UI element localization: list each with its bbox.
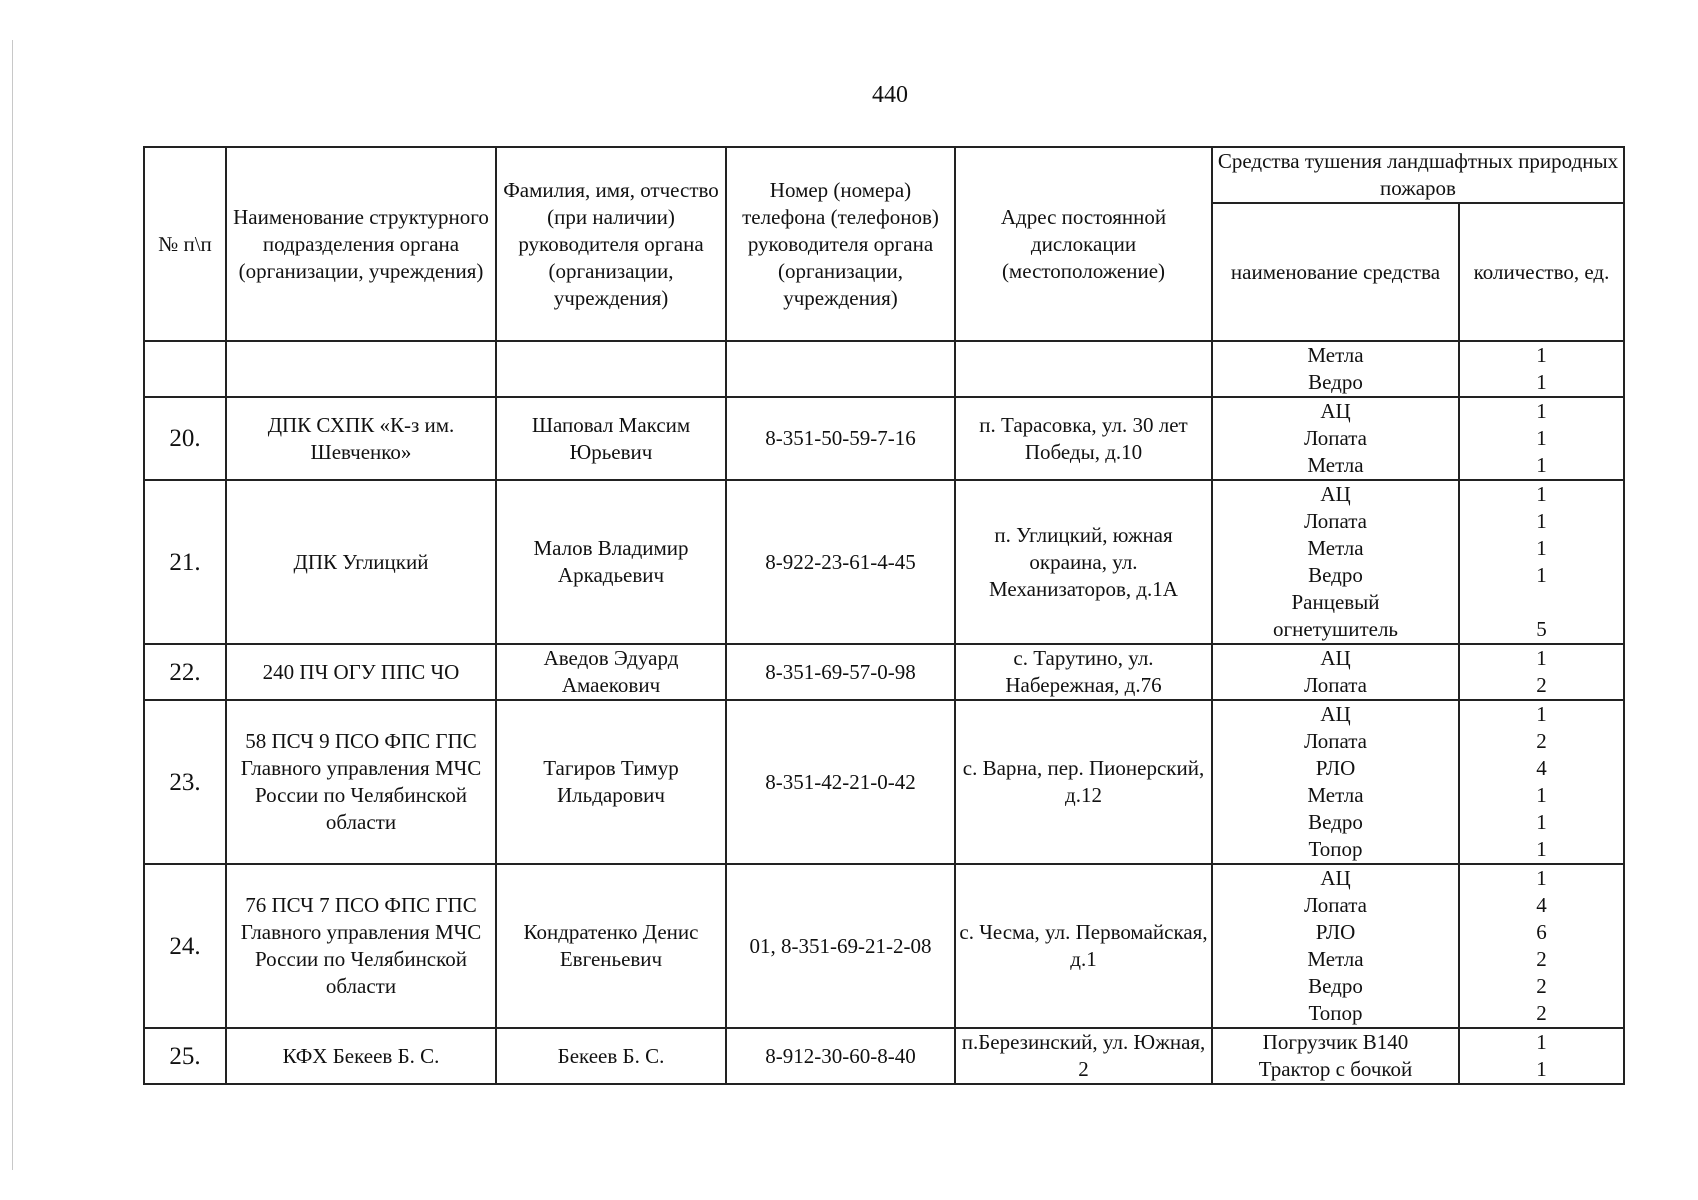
means-name: Погрузчик В140 — [1262, 1030, 1409, 1054]
row-phone — [726, 341, 955, 397]
means-qty: 1 — [1536, 1030, 1547, 1054]
means-name: РЛО — [1315, 920, 1356, 944]
means-qty: 1 — [1536, 509, 1547, 533]
means-qty: 1 — [1536, 343, 1547, 367]
row-unit: ДПК СХПК «К-з им. Шевченко» — [226, 397, 496, 480]
row-phone: 8-922-23-61-4-45 — [726, 480, 955, 644]
row-means-names — [1212, 341, 1459, 397]
means-qty: 1 — [1536, 536, 1547, 560]
row-address: с. Тарутино, ул. Набережная, д.76 — [955, 644, 1212, 700]
means-name: Ведро — [1308, 974, 1363, 998]
row-means-qtys — [1459, 480, 1624, 644]
means-qty: 4 — [1536, 756, 1547, 780]
means-name: Метла — [1307, 783, 1364, 807]
header-means-group: Средства тушения ландшафтных природных пожаров — [1212, 147, 1624, 203]
row-unit — [226, 341, 496, 397]
row-num: 25. — [144, 1028, 226, 1084]
row-num: 23. — [144, 700, 226, 864]
row-unit: КФХ Бекеев Б. С. — [226, 1028, 496, 1084]
row-unit: 76 ПСЧ 7 ПСО ФПС ГПС Главного управления МЧС России по Челябинской области — [226, 864, 496, 1028]
means-qty: 2 — [1536, 974, 1547, 998]
row-phone: 8-351-50-59-7-16 — [726, 397, 955, 480]
means-name: Лопата — [1304, 426, 1367, 450]
row-means-qtys — [1459, 864, 1624, 1028]
means-name: Метла — [1307, 536, 1364, 560]
means-qty: 1 — [1536, 810, 1547, 834]
row-phone: 8-351-69-57-0-98 — [726, 644, 955, 700]
row-means-names — [1212, 1028, 1459, 1084]
row-num: 22. — [144, 644, 226, 700]
means-qty: 2 — [1536, 1001, 1547, 1025]
row-num: 21. — [144, 480, 226, 644]
row-phone: 01, 8-351-69-21-2-08 — [726, 864, 955, 1028]
means-name: Топор — [1308, 837, 1363, 861]
row-address — [955, 341, 1212, 397]
row-unit: 58 ПСЧ 9 ПСО ФПС ГПС Главного управления МЧС России по Челябинской области — [226, 700, 496, 864]
means-qty: 2 — [1536, 673, 1547, 697]
header-means-name: наименование средства — [1212, 203, 1459, 341]
header-means-qty: количество, ед. — [1459, 203, 1624, 341]
means-qty: 1 — [1536, 646, 1547, 670]
means-name: Ранцевый — [1291, 590, 1380, 614]
means-name: Метла — [1307, 343, 1364, 367]
means-name: Ведро — [1308, 810, 1363, 834]
means-qty: 1 — [1536, 426, 1547, 450]
means-name: огнетушитель — [1272, 617, 1399, 641]
row-address: с. Чесма, ул. Первомайская, д.1 — [955, 864, 1212, 1028]
row-num — [144, 341, 226, 397]
means-name: Лопата — [1304, 673, 1367, 697]
table-row — [144, 397, 1624, 480]
means-qty: 1 — [1536, 1057, 1547, 1081]
row-means-qtys — [1459, 1028, 1624, 1084]
row-head: Малов Владимир Аркадьевич — [496, 480, 726, 644]
table-row — [144, 700, 1624, 864]
row-means-qtys — [1459, 644, 1624, 700]
row-means-names — [1212, 864, 1459, 1028]
row-means-names — [1212, 397, 1459, 480]
means-name: Лопата — [1304, 509, 1367, 533]
means-name: Метла — [1307, 947, 1364, 971]
means-name: АЦ — [1320, 866, 1351, 890]
means-qty: 2 — [1536, 729, 1547, 753]
row-head: Аведов Эдуард Амаекович — [496, 644, 726, 700]
fire-means-table — [143, 146, 1625, 1085]
header-unit: Наименование структурного подразделения органа (организации, учреждения) — [226, 147, 496, 341]
table-body — [144, 341, 1624, 1084]
means-name: АЦ — [1320, 399, 1351, 423]
table-row — [144, 341, 1624, 397]
means-qty: 1 — [1536, 866, 1547, 890]
means-name: Ведро — [1308, 370, 1363, 394]
page-number: 440 — [872, 82, 908, 108]
means-name: Топор — [1308, 1001, 1363, 1025]
table-row — [144, 644, 1624, 700]
row-means-names — [1212, 644, 1459, 700]
row-head — [496, 341, 726, 397]
row-means-qtys — [1459, 397, 1624, 480]
row-address: п. Тарасовка, ул. 30 лет Победы, д.10 — [955, 397, 1212, 480]
row-head: Кондратенко Денис Евгеньевич — [496, 864, 726, 1028]
means-name: АЦ — [1320, 482, 1351, 506]
means-qty: 6 — [1536, 920, 1547, 944]
means-qty: 1 — [1536, 783, 1547, 807]
means-name: Трактор с бочкой — [1258, 1057, 1413, 1081]
means-qty: 4 — [1536, 893, 1547, 917]
page-margin-line — [12, 40, 13, 1170]
row-num: 20. — [144, 397, 226, 480]
means-qty: 1 — [1536, 482, 1547, 506]
header-num: № п\п — [144, 147, 226, 341]
header-address: Адрес постоянной дислокации (местоположение) — [955, 147, 1212, 341]
row-head: Шаповал Максим Юрьевич — [496, 397, 726, 480]
row-address: п.Березинский, ул. Южная, 2 — [955, 1028, 1212, 1084]
means-name: Лопата — [1304, 893, 1367, 917]
row-num: 24. — [144, 864, 226, 1028]
row-address: п. Углицкий, южная окраина, ул. Механизаторов, д.1А — [955, 480, 1212, 644]
row-phone: 8-912-30-60-8-40 — [726, 1028, 955, 1084]
header-phone: Номер (номера) телефона (телефонов) руководителя органа (организации, учреждения) — [726, 147, 955, 341]
row-means-names — [1212, 700, 1459, 864]
row-phone: 8-351-42-21-0-42 — [726, 700, 955, 864]
table-row — [144, 480, 1624, 644]
row-head: Тагиров Тимур Ильдарович — [496, 700, 726, 864]
means-name: Ведро — [1308, 563, 1363, 587]
means-qty: 1 — [1536, 837, 1547, 861]
means-name: Метла — [1307, 453, 1364, 477]
row-address: с. Варна, пер. Пионерский, д.12 — [955, 700, 1212, 864]
row-unit: ДПК Углицкий — [226, 480, 496, 644]
means-qty: 1 — [1536, 399, 1547, 423]
means-qty: 2 — [1536, 947, 1547, 971]
means-qty: 1 — [1536, 563, 1547, 587]
table-row — [144, 864, 1624, 1028]
row-head: Бекеев Б. С. — [496, 1028, 726, 1084]
header-head: Фамилия, имя, отчество (при наличии) руководителя органа (организации, учреждения) — [496, 147, 726, 341]
means-name: Лопата — [1304, 729, 1367, 753]
means-name: АЦ — [1320, 646, 1351, 670]
means-qty: 1 — [1536, 453, 1547, 477]
row-means-qtys — [1459, 341, 1624, 397]
means-name: РЛО — [1315, 756, 1356, 780]
means-qty: 1 — [1536, 370, 1547, 394]
means-name: АЦ — [1320, 702, 1351, 726]
row-means-qtys — [1459, 700, 1624, 864]
means-qty — [1463, 589, 1620, 616]
means-qty: 1 — [1536, 702, 1547, 726]
table-row — [144, 1028, 1624, 1084]
row-means-names — [1212, 480, 1459, 644]
means-qty: 5 — [1536, 617, 1547, 641]
row-unit: 240 ПЧ ОГУ ППС ЧО — [226, 644, 496, 700]
